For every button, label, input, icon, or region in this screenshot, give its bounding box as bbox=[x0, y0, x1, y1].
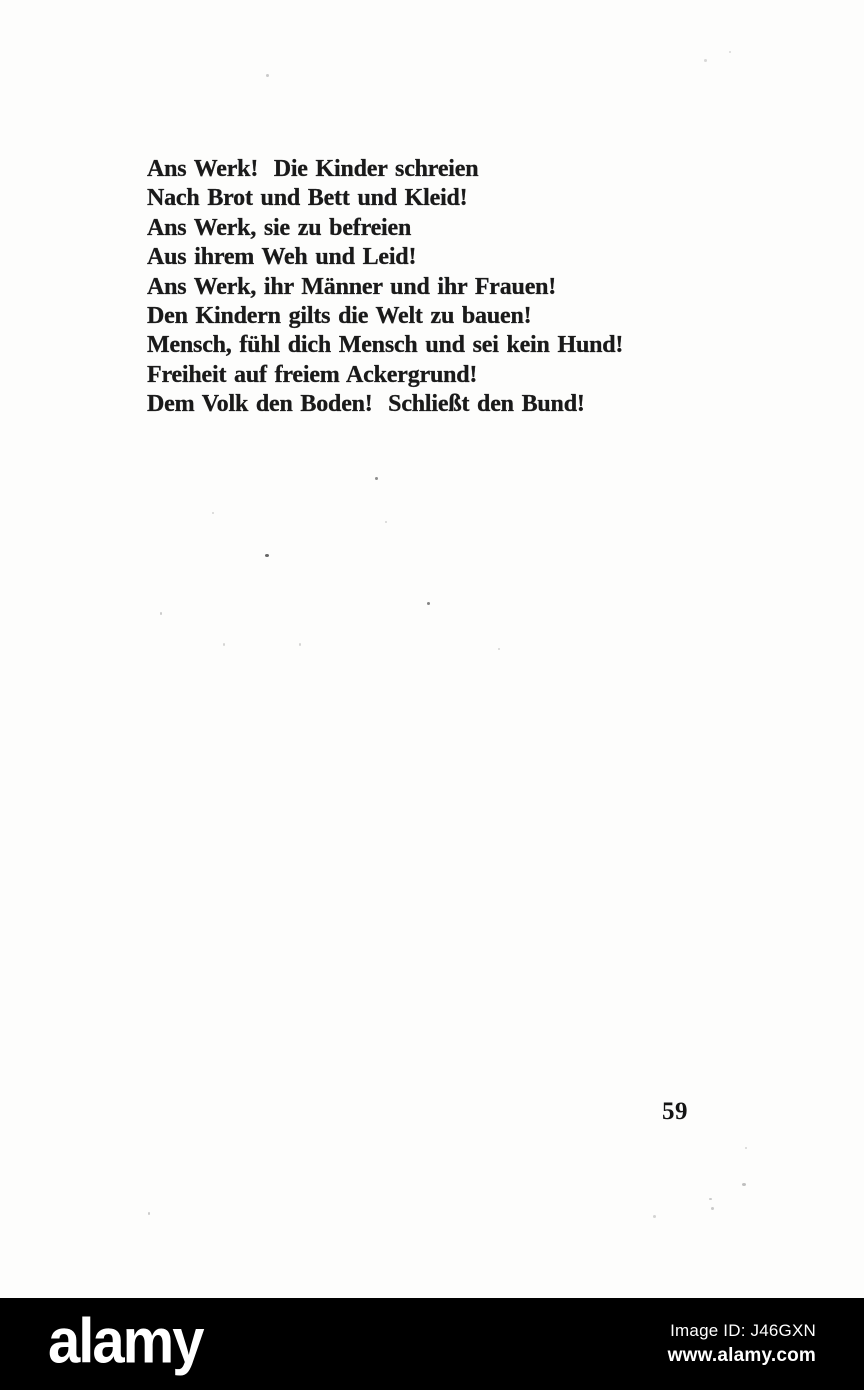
poem-line: Ans Werk! Die Kinder schreien bbox=[147, 156, 479, 182]
scan-speck bbox=[742, 1183, 746, 1186]
poem-line: Freiheit auf freiem Ackergrund! bbox=[147, 361, 478, 388]
scan-speck bbox=[375, 477, 378, 480]
scan-speck bbox=[709, 1198, 712, 1200]
scan-speck bbox=[266, 74, 269, 77]
poem-line: Ans Werk, ihr Männer und ihr Frauen! bbox=[147, 273, 557, 300]
scan-speck bbox=[729, 51, 731, 53]
scan-speck bbox=[265, 554, 269, 557]
page-number: 59 bbox=[662, 1098, 688, 1125]
alamy-logo: alamy bbox=[48, 1306, 203, 1377]
poem-line: Den Kindern gilts die Welt zu bauen! bbox=[147, 303, 532, 330]
watermark-info bbox=[668, 1320, 816, 1368]
scan-speck bbox=[653, 1215, 656, 1218]
alamy-url: www.alamy.com bbox=[667, 1345, 816, 1367]
poem-text-block bbox=[147, 155, 623, 420]
watermark-bar bbox=[0, 1298, 864, 1390]
poem-line: Nach Brot und Bett und Kleid! bbox=[147, 185, 468, 212]
scan-speck bbox=[427, 602, 430, 605]
scan-speck bbox=[704, 59, 707, 62]
poem-line: Mensch, fühl dich Mensch und sei kein Hund! bbox=[147, 332, 624, 359]
scan-speck bbox=[212, 512, 214, 514]
scan-speck bbox=[223, 643, 225, 646]
poem-line: Aus ihrem Weh und Leid! bbox=[147, 244, 417, 271]
scan-speck bbox=[745, 1147, 747, 1149]
scan-speck bbox=[498, 648, 500, 650]
poem-line: Ans Werk, sie zu befreien bbox=[147, 214, 412, 241]
scan-speck bbox=[711, 1207, 714, 1210]
poem-line: Dem Volk den Boden! Schließt den Bund! bbox=[147, 391, 585, 418]
scan-speck bbox=[148, 1212, 150, 1215]
scan-speck bbox=[299, 643, 301, 646]
scan-speck bbox=[385, 521, 387, 523]
image-id-label: Image ID: J46GXN bbox=[670, 1321, 816, 1340]
scan-speck bbox=[160, 612, 162, 615]
